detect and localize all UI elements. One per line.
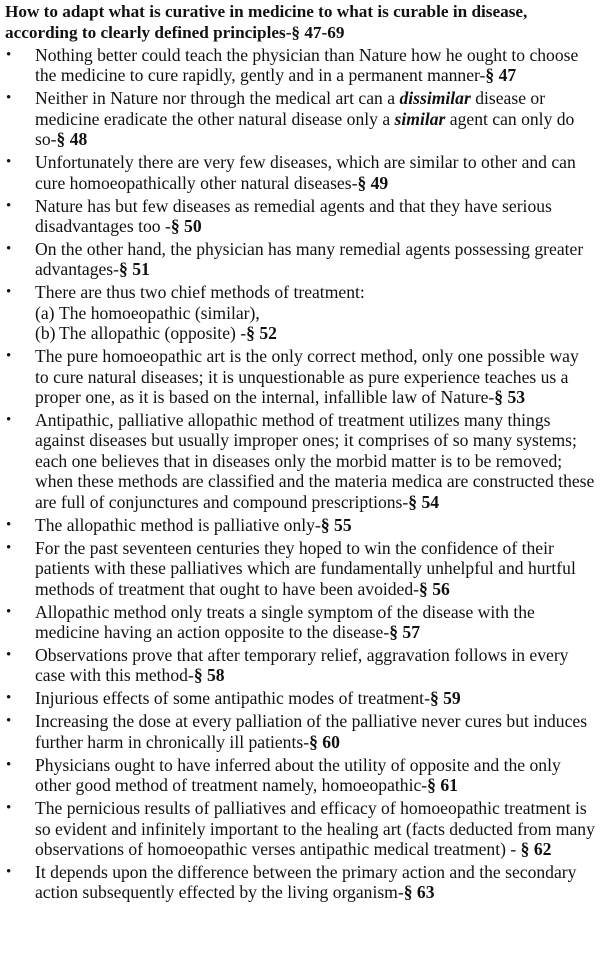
list-item: • Physicians ought to have inferred about the utility of opposite and the only other good method of treatment namely, homoeopathic-§ 61 [6,754,561,796]
section-heading: How to adapt what is curative in medicine to what is curable in disease, according to clearly defined principles-§ 47-69 [5,2,528,42]
bullet-icon: • [6,539,12,556]
bullet-icon: • [6,756,12,773]
bullet-icon: • [6,690,12,707]
list-item: • It depends upon the difference between the primary action and the secondary action subsequently effected by the living organism-§ 63 [6,861,577,903]
list-item: • For the past seventeen centuries they hoped to win the confidence of their patients with these palliatives which are fundamentally unhelpful and hurtful methods of treatment that ought to have been avoided-§ 56 [6,537,576,599]
bullet-icon: • [6,348,12,365]
list-item: • Neither in Nature nor through the medical art can a dissimilar disease or medicine eradicate the other natural disease only a similar agent can only do so-§ 48 [6,88,575,150]
bullet-icon: • [6,412,12,429]
bullet-icon: • [6,516,12,533]
list-item: • Observations prove that after temporary relief, aggravation follows in every case with this method-§ 58 [6,644,569,686]
list-item: • The pure homoeopathic art is the only correct method, only one possible way to cure natural diseases; it is unquestionable as pure experience teaches us a proper one, as it is based on the internal, infallible law of Nature-§ 53 [6,346,579,408]
bullet-list [5,45,596,903]
list-item: • Unfortunately there are very few diseases, which are similar to other and can cure homoeopathically other natural diseases-§ 49 [6,152,576,193]
list-item: • The allopathic method is palliative only-§ 55 [6,514,352,535]
method-sublist [35,303,596,344]
bullet-icon: • [6,800,12,817]
bullet-icon: • [6,284,12,301]
list-item: • Antipathic, palliative allopathic method of treatment utilizes many things against diseases but usually improper ones; it comprises of so many systems; each one believes that in diseases only the morbid matter is to be removed; when these methods are classified and the materia medica are constructed these are full of conjunctures and compound prescriptions-§ 54 [6,410,595,512]
bullet-icon: • [6,241,12,258]
bullet-icon: • [6,197,12,214]
bullet-icon: • [6,863,12,880]
list-item: • The pernicious results of palliatives and efficacy of homoeopathic treatment is so evident and infinitely important to the healing art (facts deducted from many observations of homoeopathic verses antipathic medical treatment) - § 62 [6,798,595,859]
list-item: • On the other hand, the physician has many remedial agents possessing greater advantages-§ 51 [6,239,584,280]
sublist-item: (a) The homoeopathic (similar), [35,302,260,323]
emphasis-similar: similar [394,108,446,129]
list-item: • Increasing the dose at every palliation of the palliative never cures but induces further harm in chronically ill patients-§ 60 [6,711,588,752]
bullet-icon: • [6,603,12,620]
list-item: • Allopathic method only treats a single symptom of the disease with the medicine having an action opposite to the disease-§ 57 [6,601,535,642]
bullet-icon: • [6,90,12,107]
bullet-icon: • [6,713,12,730]
emphasis-dissimilar: dissimilar [399,88,471,109]
bullet-icon: • [6,646,12,663]
list-item: • Nothing better could teach the physician than Nature how he ought to choose the medicine to cure rapidly, gently and in a permanent manner-§ 47 [6,45,579,86]
list-item: • Injurious effects of some antipathic modes of treatment-§ 59 [6,688,461,709]
bullet-icon: • [6,47,12,63]
list-item: • There are thus two chief methods of treatment: (a) The homoeopathic (similar), (b) The allopathic (opposite) -§ 52 [5,282,596,343]
bullet-icon: • [6,154,12,171]
sublist-item: (b) The allopathic (opposite) -§ 52 [35,323,277,344]
list-item: • Nature has but few diseases as remedial agents and that they have serious disadvantages too -§ 50 [6,195,552,237]
